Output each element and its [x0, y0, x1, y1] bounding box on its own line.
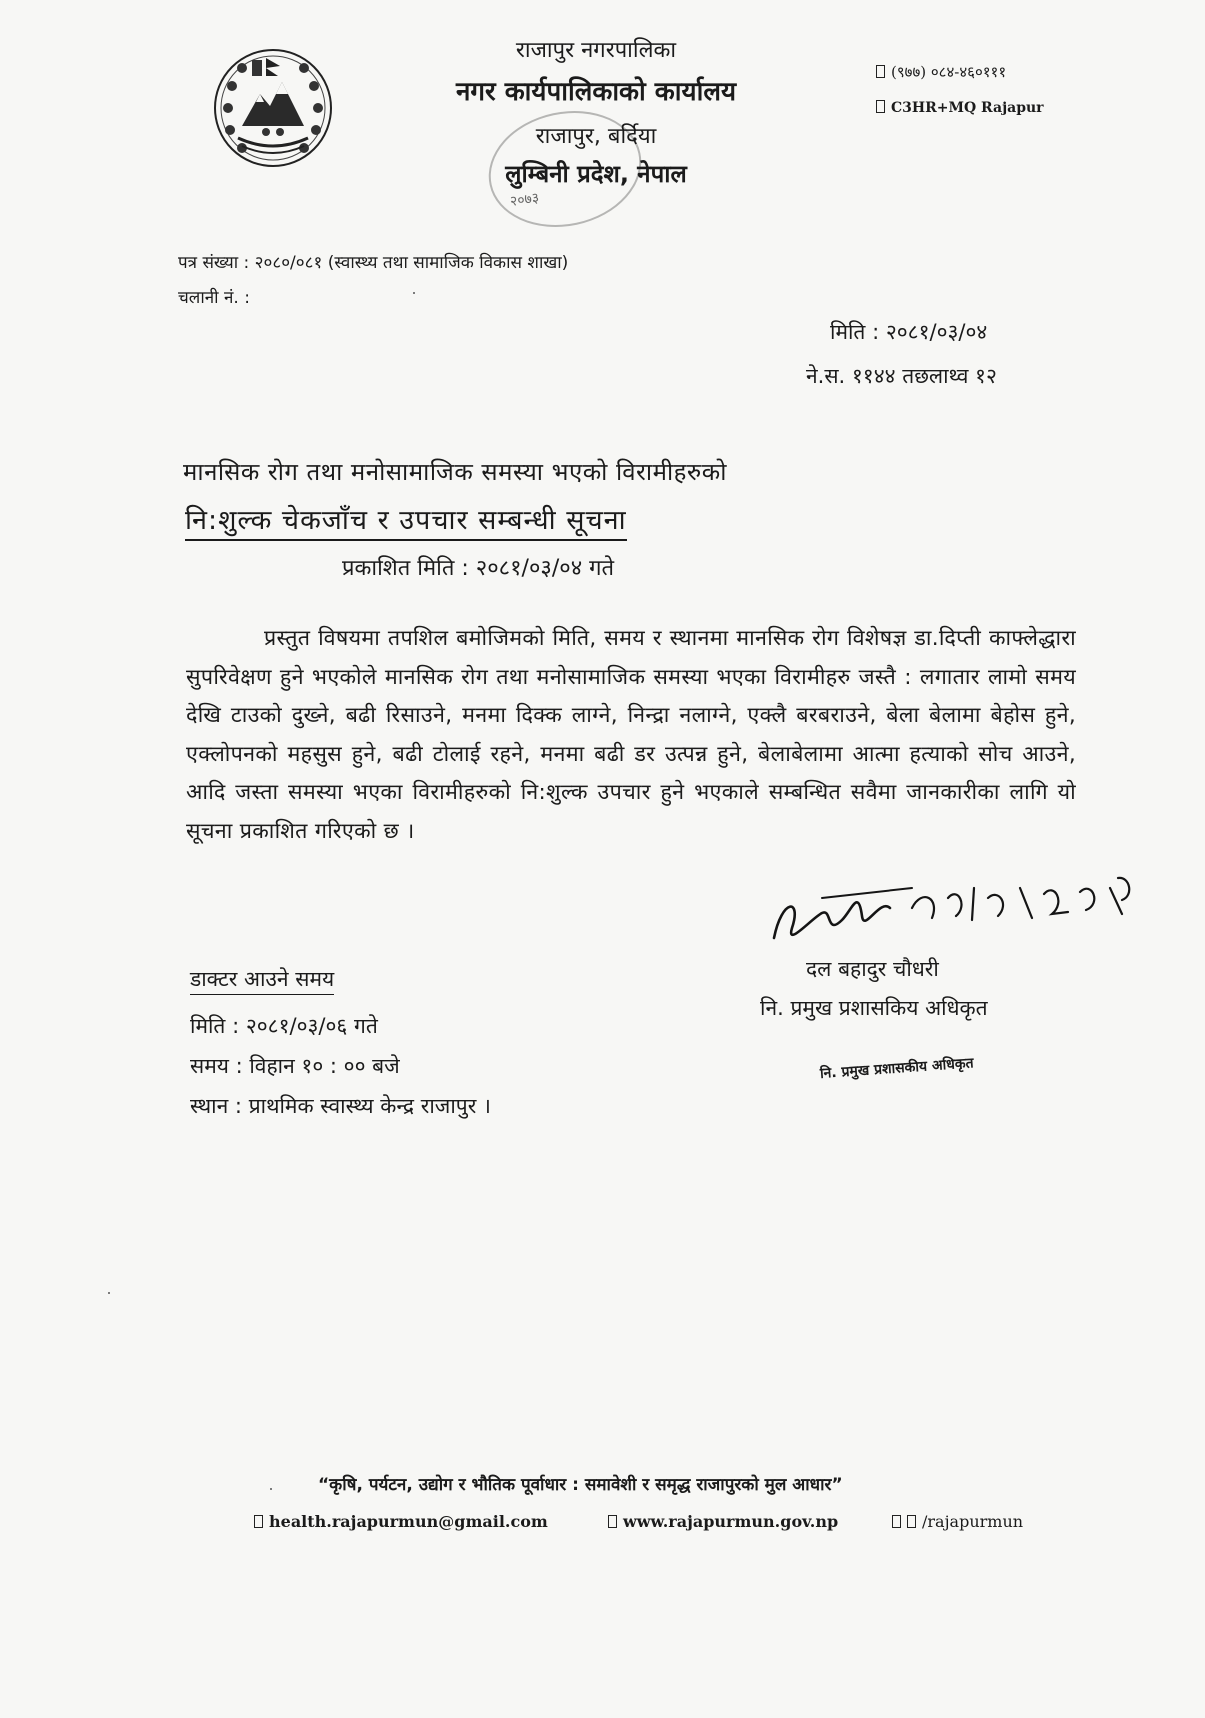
- signatory-name: दल बहादुर चौधरी: [806, 957, 939, 981]
- office-place: राजापुर, बर्दिया: [535, 124, 657, 149]
- nepal-emblem-icon: [208, 42, 338, 172]
- notice-body: प्रस्तुत विषयमा तपशिल बमोजिमको मिति, समय र स्थानमा मानसिक रोग विशेषज्ञ डा.दिप्ती काफ्लेद्धारा सुपरिवेक्षण हुने भएकोले मानसिक रोग तथा मनोसामाजिक समस्या भएका विरामीहरु जस्तै : लगातार लामो समय देखि टाउको दुख्ने, बढी रिसाउने, मनमा दिक्क लाग्ने, निन्द्रा नलाग्ने, एक्लै बरबराउने, बेला बेलामा बेहोस हुने, एक्लोपनको महसुस हुने, बढी टोलाई रहने, मनमा बढी डर उत्पन्न हुने, बेलाबेलामा आत्मा हत्याको सोच आउने, आदि जस्ता समस्या भएका विरामीहरुको नि:शुल्क उपचार हुने भएकाले सम्बन्धित सवैमा जानकारीका लागि यो सूचना प्रकाशित गरिएको छ ।: [186, 626, 1076, 844]
- stamp-year: २०७३: [509, 190, 541, 210]
- reference-number: पत्र संख्या : २०८०/०८१ (स्वास्थ्य तथा सामाजिक विकास शाखा): [178, 253, 569, 273]
- published-date: प्रकाशित मिति : २०८१/०३/०४ गते: [342, 556, 615, 581]
- notice-title-line2: नि:शुल्क चेकजाँच र उपचार सम्बन्धी सूचना: [185, 500, 627, 541]
- email-address[interactable]: health.rajapurmun@gmail.com: [269, 1512, 548, 1531]
- phone-contact: [876, 62, 1006, 82]
- phone-icon: [876, 65, 885, 78]
- doctor-visit-date: मिति : २०८१/०३/०६ गते: [190, 1014, 378, 1038]
- handwritten-signature: [762, 858, 1142, 958]
- notice-title-line1: मानसिक रोग तथा मनोसामाजिक समस्या भएको विरामीहरुको: [183, 458, 727, 486]
- location-icon: [876, 100, 885, 113]
- signatory-stamp: नि. प्रमुख प्रशासकीय अधिकृत: [819, 1055, 975, 1082]
- municipality-name: राजापुर नगरपालिका: [515, 38, 677, 63]
- social-handle[interactable]: /rajapurmun: [922, 1512, 1024, 1531]
- footer-website[interactable]: [608, 1512, 838, 1531]
- doctor-visit-heading: डाक्टर आउने समय: [190, 965, 334, 995]
- dispatch-number: चलानी नं. :: [178, 288, 250, 308]
- footer-email[interactable]: [254, 1512, 548, 1531]
- office-province: लुम्बिनी प्रदेश, नेपाल: [505, 160, 687, 188]
- plus-code-contact: [876, 100, 1044, 116]
- office-name: नगर कार्यपालिकाको कार्यालय: [455, 77, 737, 107]
- signatory-title: नि. प्रमुख प्रशासकिय अधिकृत: [760, 996, 988, 1020]
- email-icon: [254, 1515, 263, 1528]
- phone-number: (९७७) ०८४-४६०१११: [891, 63, 1007, 81]
- website-url[interactable]: www.rajapurmun.gov.np: [623, 1512, 839, 1531]
- plus-code: C3HR+MQ Rajapur: [891, 100, 1044, 116]
- twitter-icon: [907, 1515, 916, 1528]
- scan-speck: [270, 1488, 272, 1490]
- nepal-sambat-date: ने.स. ११४४ तछलाथ्व १२: [806, 364, 997, 388]
- footer-social[interactable]: [892, 1512, 1023, 1531]
- scan-speck: [413, 292, 415, 294]
- footer-slogan: “कृषि, पर्यटन, उद्योग र भौतिक पूर्वाधार : समावेशी र समृद्ध राजापुरको मुल आधार”: [318, 1475, 843, 1495]
- globe-icon: [608, 1515, 617, 1528]
- facebook-icon: [892, 1515, 901, 1528]
- letter-date: मिति : २०८१/०३/०४: [830, 320, 988, 344]
- doctor-visit-time: समय : विहान १० : ०० बजे: [190, 1054, 400, 1078]
- scan-speck: [108, 1292, 110, 1294]
- doctor-visit-place: स्थान : प्राथमिक स्वास्थ्य केन्द्र राजापुर ।: [190, 1094, 491, 1118]
